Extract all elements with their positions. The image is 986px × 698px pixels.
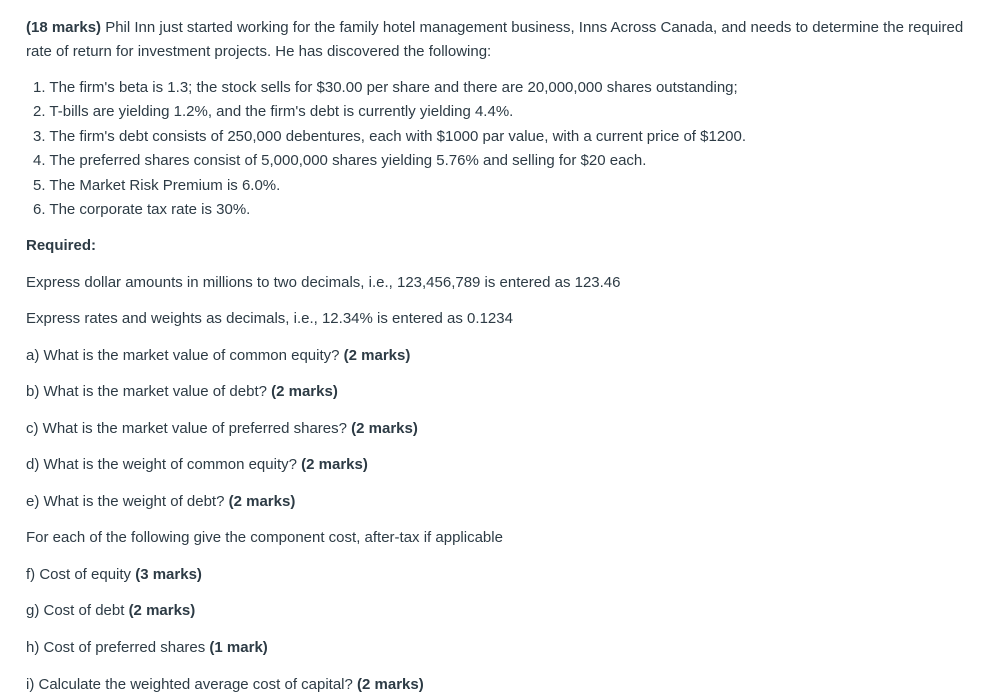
question-g: g) Cost of debt (2 marks): [26, 602, 196, 619]
question-a: a) What is the market value of common equity? (2 marks): [26, 347, 411, 364]
dollar-instruction: Express dollar amounts in millions to two decimals, i.e., 123,456,789 is entered as 123.46: [26, 274, 621, 291]
fact-item: 1. The firm's beta is 1.3; the stock sells for $30.00 per share and there are 20,000,000 shares outstanding;: [33, 79, 738, 96]
fact-item: 6. The corporate tax rate is 30%.: [33, 200, 251, 218]
question-c: c) What is the market value of preferred shares? (2 marks): [26, 420, 418, 437]
question-i: i) Calculate the weighted average cost of capital? (2 marks): [26, 676, 424, 693]
fact-item: 3. The firm's debt consists of 250,000 debentures, each with $1000 par value, with a current price of $1200.: [33, 127, 747, 145]
question-e-marks: (2 marks): [228, 493, 296, 510]
question-i-marks: (2 marks): [357, 676, 424, 693]
facts-list: [33, 76, 746, 222]
total-marks: (18 marks): [26, 19, 102, 36]
fact-item: 2. T-bills are yielding 1.2%, and the firm's debt is currently yielding 4.4%.: [33, 103, 514, 121]
question-g-marks: (2 marks): [128, 602, 196, 619]
required-heading: Required:: [26, 237, 97, 254]
question-h-marks: (1 mark): [209, 639, 268, 656]
question-b-marks: (2 marks): [271, 383, 338, 400]
question-h: h) Cost of preferred shares (1 mark): [26, 639, 268, 656]
intro-text: Phil Inn just started working for the family hotel management business, Inns Across Canada, and needs to determine the required rate of return for investment projects. He has discovered the following:: [26, 19, 964, 60]
question-d-marks: (2 marks): [301, 456, 368, 473]
question-intro: [26, 16, 966, 64]
question-b: b) What is the market value of debt? (2 marks): [26, 383, 338, 400]
question-f: f) Cost of equity (3 marks): [26, 566, 202, 583]
fact-item: 5. The Market Risk Premium is 6.0%.: [33, 176, 281, 194]
component-cost-intro: For each of the following give the component cost, after-tax if applicable: [26, 529, 503, 546]
fact-item: 4. The preferred shares consist of 5,000,000 shares yielding 5.76% and selling for $20 each.: [33, 152, 647, 170]
rate-instruction: Express rates and weights as decimals, i.e., 12.34% is entered as 0.1234: [26, 310, 513, 327]
question-f-marks: (3 marks): [135, 566, 202, 583]
question-e: e) What is the weight of debt? (2 marks): [26, 493, 296, 510]
question-d: d) What is the weight of common equity? (2 marks): [26, 456, 368, 473]
question-a-marks: (2 marks): [343, 347, 411, 364]
question-c-marks: (2 marks): [351, 420, 418, 437]
